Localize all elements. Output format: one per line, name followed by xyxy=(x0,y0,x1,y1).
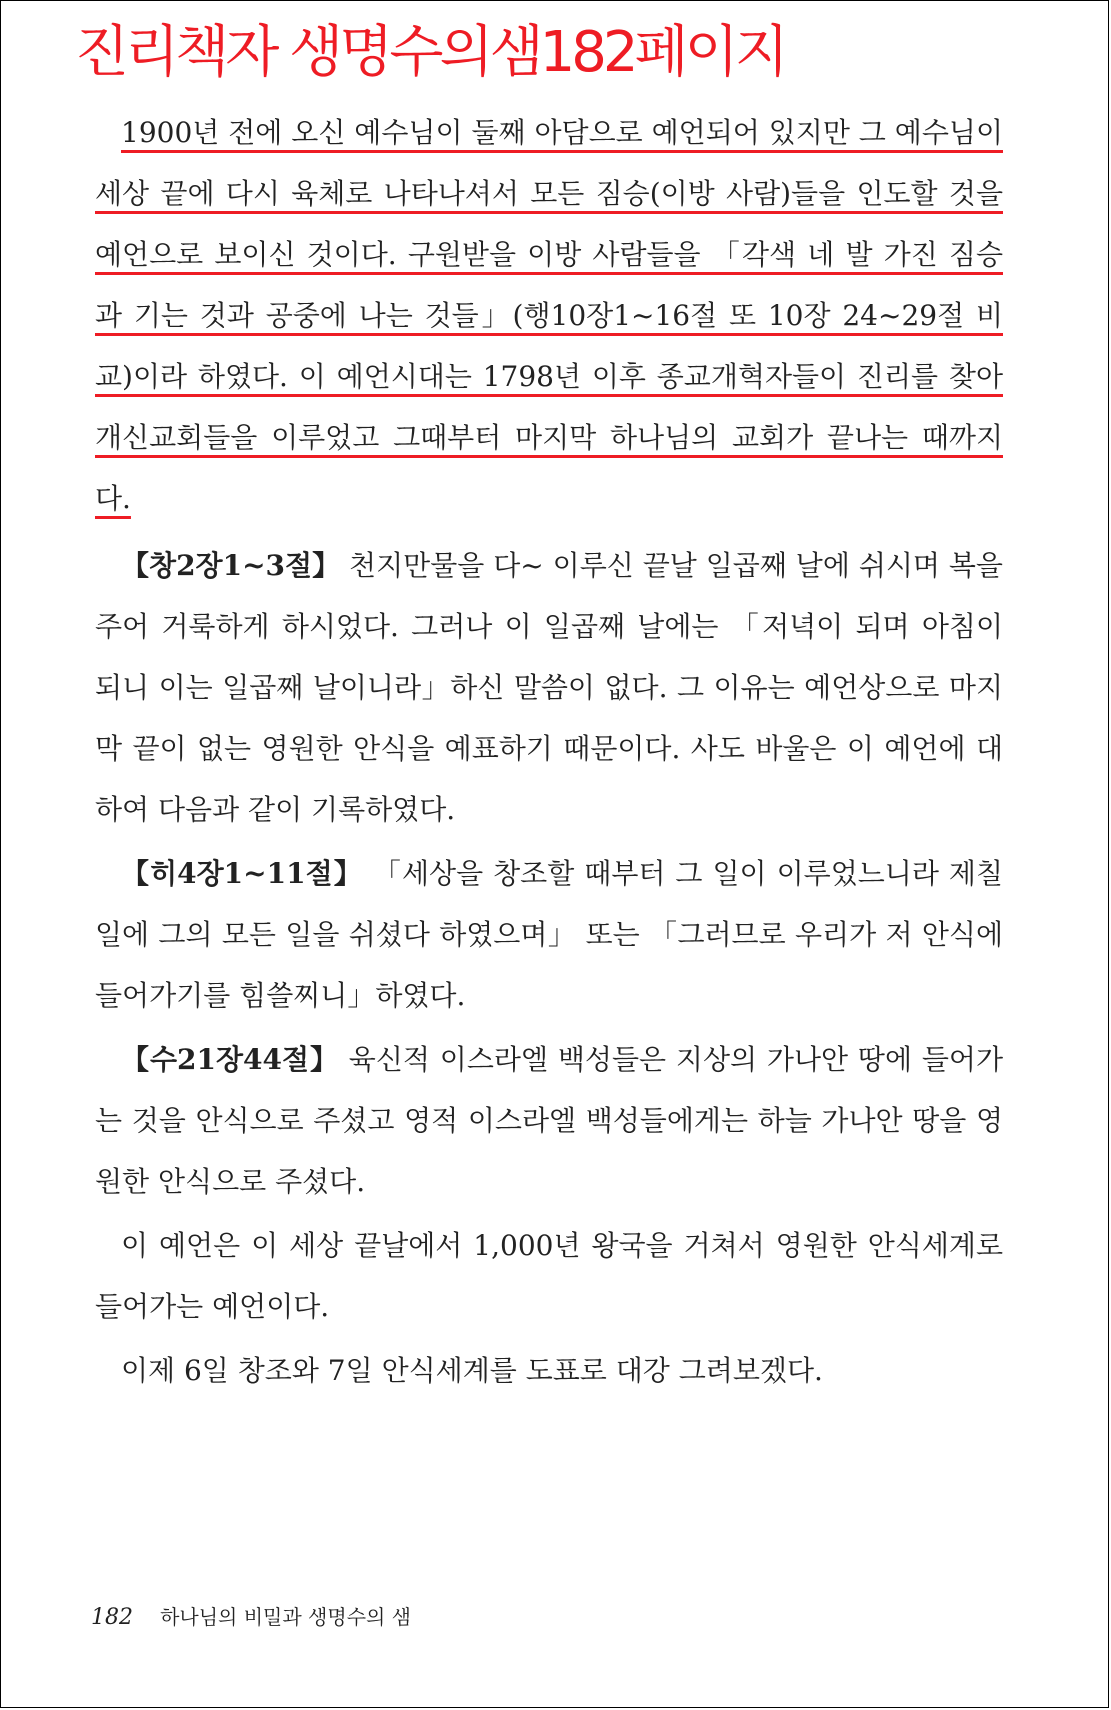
scripture-reference: 【히4장1~11절】 xyxy=(121,857,363,890)
page-footer xyxy=(91,1601,411,1630)
paragraph-diagram-intro: 이제 6일 창조와 7일 안식세계를 도표로 대강 그려보겠다. xyxy=(121,1354,823,1387)
footer-page-number: 182 xyxy=(91,1605,133,1630)
scripture-reference: 【창2장1~3절】 xyxy=(121,549,341,582)
paragraph-joshua xyxy=(95,1029,1003,1212)
scripture-reference: 【수21장44절】 xyxy=(121,1043,339,1076)
paragraph-genesis xyxy=(95,535,1003,840)
paragraph-prophecy: 이 예언은 이 세상 끝날에서 1,000년 왕국을 거쳐서 영원한 안식세계로 들어가는 예언이다. xyxy=(95,1229,1003,1323)
footer-book-title: 하나님의 비밀과 생명수의 샘 xyxy=(160,1605,412,1629)
paragraph-text: 천지만물을 다~ 이루신 끝날 일곱째 날에 쉬시며 복을 주어 거룩하게 하시었다. 그러나 이 일곱째 날에는 「저녁이 되며 아침이 되니 이는 일곱째 날이니라」하신 말씀이 없다. 그 이유는 예언상으로 마지막 끝이 없는 영원한 안식을 예표하기 때문이다. 사도 바울은 이 예언에 대하여 다음과 같이 기록하였다. xyxy=(95,549,1003,826)
paragraph-text: 육신적 이스라엘 백성들은 지상의 가나안 땅에 들어가는 것을 안식으로 주셨고 영적 이스라엘 백성들에게는 하늘 가나안 땅을 영원한 안식으로 주셨다. xyxy=(95,1043,1003,1198)
highlighted-paragraph: 1900년 전에 오신 예수님이 둘째 아담으로 예언되어 있지만 그 예수님이 세상 끝에 다시 육체로 나타나셔서 모든 짐승(이방 사람)들을 인도할 것을 예언으로 보이신 것이다. 구원받을 이방 사람들을 「각색 네 발 가진 짐승과 기는 것과 공중에 나는 것들」(행10장1~16절 또 10장 24~29절 비교)이라 하였다. 이 예언시대는 1798년 이후 종교개혁자들이 진리를 찾아 개신교회들을 이루었고 그때부터 마지막 하나님의 교회가 끝나는 때까지다. xyxy=(95,116,1003,515)
body-text xyxy=(95,102,1003,1401)
paragraph-text: 「세상을 창조할 때부터 그 일이 이루었느니라 제칠일에 그의 모든 일을 쉬셨다 하였으며」 또는 「그러므로 우리가 저 안식에 들어가기를 힘쓸찌니」하였다. xyxy=(95,857,1003,1012)
paragraph-hebrews xyxy=(95,843,1003,1026)
page-title: 진리책자 생명수의샘182페이지 xyxy=(75,20,785,85)
